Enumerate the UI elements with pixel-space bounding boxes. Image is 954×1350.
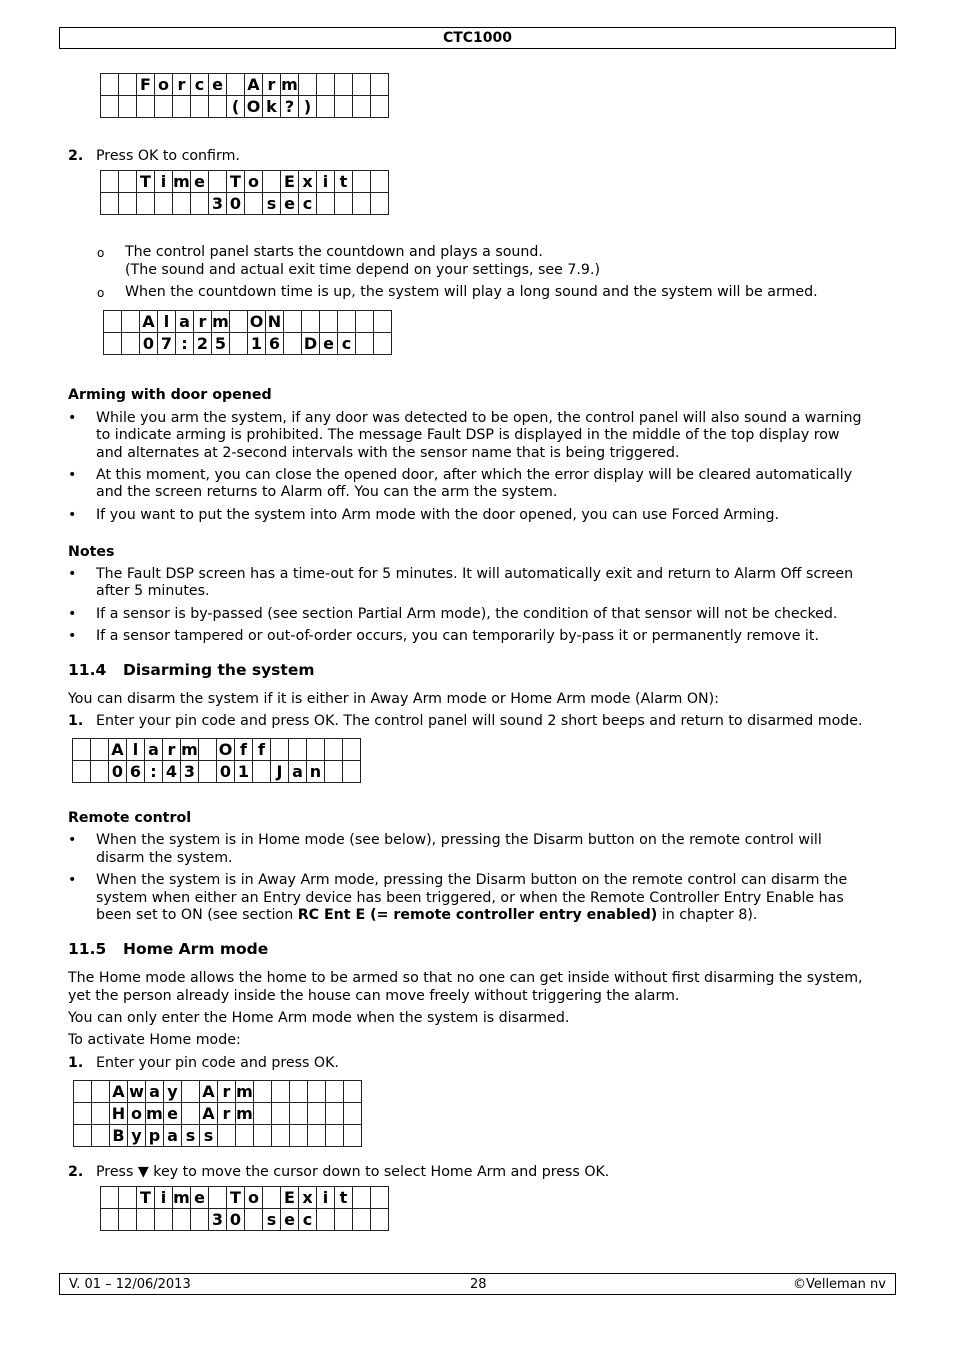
bullet-text: When the system is in Away Arm mode, pressing the Disarm button on the remote control can disarm the (96, 872, 848, 888)
lcd-cell (101, 1187, 119, 1209)
lcd-cell (236, 1125, 254, 1147)
lcd-cell (272, 1125, 290, 1147)
lcd-cell (119, 171, 137, 193)
lcd-cell: t (335, 1187, 353, 1209)
lcd-row (101, 1187, 389, 1209)
lcd-cell (227, 74, 245, 96)
lcd-cell (371, 171, 389, 193)
lcd-cell (209, 96, 227, 118)
bullet-text: to indicate arming is prohibited. The message Fault DSP is displayed in the middle of the top display row (96, 427, 840, 443)
lcd-cell (353, 193, 371, 215)
lcd-cell (371, 74, 389, 96)
lcd-cell (101, 1209, 119, 1231)
lcd-cell: i (155, 171, 173, 193)
lcd-cell: a (146, 1081, 164, 1103)
lcd-cell: c (191, 74, 209, 96)
lcd-cell: 2 (194, 333, 212, 355)
lcd-cell (218, 1125, 236, 1147)
lcd-cell: o (245, 1187, 263, 1209)
lcd-cell: 6 (127, 761, 145, 783)
lcd-cell (353, 96, 371, 118)
lcd-row (101, 193, 389, 215)
lcd-cell (92, 1081, 110, 1103)
lcd-cell (353, 1187, 371, 1209)
lcd-cell (353, 171, 371, 193)
lcd-cell: r (173, 74, 191, 96)
lcd-cell: ) (299, 96, 317, 118)
lcd-cell (245, 193, 263, 215)
bullet: • (68, 410, 77, 426)
lcd-cell (320, 311, 338, 333)
lcd-cell (317, 74, 335, 96)
bullet-text: When the system is in Home mode (see below), pressing the Disarm button on the remote control will (96, 832, 822, 848)
lcd-cell: A (200, 1081, 218, 1103)
lcd-cell: r (194, 311, 212, 333)
lcd-cell: B (110, 1125, 128, 1147)
lcd-cell: m (173, 172, 190, 191)
lcd-cell: k (263, 96, 281, 118)
lcd-cell: s (200, 1125, 218, 1147)
lcd-cell: e (320, 333, 338, 355)
lcd-cell: ? (281, 96, 299, 118)
lcd-row (74, 1103, 362, 1125)
bullet-text: The Fault DSP screen has a time-out for 5 minutes. It will automatically exit and return to Alarm Off screen (96, 566, 854, 582)
lcd-row (101, 1209, 389, 1231)
section-number: 11.5 (68, 940, 107, 958)
lcd-cell: t (335, 171, 353, 193)
sub-bullet: o (97, 246, 105, 260)
lcd-row (104, 311, 392, 333)
lcd-cell: r (163, 739, 181, 761)
bullet: • (68, 628, 77, 644)
lcd-cell (326, 1125, 344, 1147)
lcd-cell: : (145, 761, 163, 783)
section-title-11-4 (68, 662, 314, 680)
lcd-cell (284, 311, 302, 333)
lcd-cell: A (245, 74, 263, 96)
lcd-cell: A (110, 1081, 128, 1103)
lcd-display-force-arm (100, 73, 389, 118)
lcd-cell (137, 96, 155, 118)
lcd-cell (272, 1081, 290, 1103)
page-header (59, 27, 896, 49)
section-title-11-5 (68, 941, 268, 959)
text-run: in chapter 8). (657, 907, 758, 923)
lcd-cell (199, 739, 217, 761)
lcd-cell: 4 (163, 761, 181, 783)
lcd-row (104, 333, 392, 355)
sub-item-text: The control panel starts the countdown and plays a sound. (125, 244, 543, 260)
lcd-cell (137, 193, 155, 215)
lcd-cell (73, 739, 91, 761)
bullet-text: If you want to put the system into Arm mode with the door opened, you can use Forced Arming. (96, 507, 780, 523)
lcd-cell: c (299, 193, 317, 215)
lcd-cell (119, 1187, 137, 1209)
lcd-cell: T (137, 1187, 155, 1209)
lcd-cell: 0 (217, 761, 235, 783)
lcd-cell: T (227, 171, 245, 193)
lcd-cell: A (109, 739, 127, 761)
lcd-cell (254, 1103, 272, 1125)
lcd-cell (356, 311, 374, 333)
bullet: • (68, 872, 77, 888)
lcd-cell (92, 1103, 110, 1125)
bullet-text: disarm the system. (96, 850, 233, 866)
step-text: Enter your pin code and press OK. (96, 1055, 339, 1071)
lcd-cell (290, 1125, 308, 1147)
lcd-cell (73, 761, 91, 783)
lcd-cell (371, 193, 389, 215)
lcd-cell: x (299, 171, 317, 193)
section-title-text: Disarming the system (123, 661, 315, 679)
lcd-cell (290, 1081, 308, 1103)
lcd-cell (343, 739, 361, 761)
lcd-cell (199, 761, 217, 783)
lcd-cell: f (253, 739, 271, 761)
lcd-cell: s (263, 1209, 281, 1231)
lcd-cell (317, 193, 335, 215)
lcd-cell (253, 761, 271, 783)
step-text: Enter your pin code and press OK. The control panel will sound 2 short beeps and return to disarmed mode. (96, 713, 863, 729)
lcd-row (74, 1125, 362, 1147)
lcd-cell (119, 96, 137, 118)
lcd-cell: e (191, 171, 209, 193)
lcd-cell (338, 311, 356, 333)
paragraph: The Home mode allows the home to be armed so that no one can get inside without first disarming the system, (68, 970, 863, 986)
lcd-cell (209, 171, 227, 193)
lcd-cell (191, 96, 209, 118)
lcd-cell (344, 1081, 362, 1103)
lcd-cell (272, 1103, 290, 1125)
step-number: 2. (68, 1164, 84, 1180)
lcd-cell: e (191, 1187, 209, 1209)
lcd-cell (92, 1125, 110, 1147)
lcd-cell: 7 (158, 333, 176, 355)
lcd-cell: e (209, 74, 227, 96)
lcd-row (101, 74, 389, 96)
lcd-cell: 1 (248, 333, 266, 355)
lcd-cell (307, 739, 325, 761)
lcd-cell (74, 1103, 92, 1125)
bullet: • (68, 467, 77, 483)
lcd-row (73, 761, 361, 783)
lcd-cell (101, 74, 119, 96)
lcd-cell (191, 193, 209, 215)
lcd-cell (182, 1103, 200, 1125)
lcd-cell: c (299, 1209, 317, 1231)
lcd-row (73, 739, 361, 761)
lcd-cell: x (299, 1187, 317, 1209)
bullet-text: and the screen returns to Alarm off. You can the arm the system. (96, 484, 558, 500)
document-title: CTC1000 (442, 30, 513, 46)
lcd-cell (344, 1125, 362, 1147)
lcd-display-alarm-on (103, 310, 392, 355)
text-run: been set to ON (see section (96, 907, 298, 923)
lcd-cell: 1 (235, 761, 253, 783)
bullet-text: and alternates at 2-second intervals with the sensor name that is being triggered. (96, 445, 680, 461)
lcd-cell: m (212, 312, 229, 331)
lcd-row (101, 171, 389, 193)
lcd-cell (119, 193, 137, 215)
lcd-cell: A (140, 311, 158, 333)
lcd-cell (245, 1209, 263, 1231)
section-heading: Remote control (68, 810, 192, 826)
paragraph: yet the person already inside the house can move freely without triggering the alarm. (68, 988, 680, 1004)
lcd-cell: 3 (181, 761, 199, 783)
lcd-cell (182, 1081, 200, 1103)
bullet-text: after 5 minutes. (96, 583, 210, 599)
lcd-cell (374, 311, 392, 333)
bullet: • (68, 832, 77, 848)
bold-reference: RC Ent E (= remote controller entry enabled) (297, 907, 658, 923)
lcd-cell (263, 171, 281, 193)
lcd-cell (290, 1103, 308, 1125)
lcd-cell: J (271, 761, 289, 783)
section-heading: Notes (68, 544, 115, 560)
lcd-cell: a (289, 761, 307, 783)
step-text: Press OK to confirm. (96, 148, 240, 164)
step-text: Press ▼ key to move the cursor down to select Home Arm and press OK. (96, 1164, 610, 1180)
step-number: 2. (68, 148, 84, 164)
lcd-cell: : (176, 333, 194, 355)
lcd-cell: A (200, 1103, 218, 1125)
lcd-cell (137, 1209, 155, 1231)
lcd-cell (326, 1103, 344, 1125)
lcd-cell: E (281, 171, 299, 193)
footer-copyright: ©Velleman nv (792, 1277, 886, 1292)
lcd-cell (122, 311, 140, 333)
lcd-cell (371, 96, 389, 118)
lcd-cell: T (227, 1187, 245, 1209)
lcd-cell: n (307, 761, 325, 783)
lcd-cell: e (281, 193, 299, 215)
lcd-cell (343, 761, 361, 783)
lcd-cell: 3 (209, 193, 227, 215)
bullet: • (68, 566, 77, 582)
bullet: • (68, 606, 77, 622)
lcd-cell (335, 1209, 353, 1231)
lcd-cell (104, 311, 122, 333)
step-number: 1. (68, 713, 84, 729)
lcd-cell (353, 1209, 371, 1231)
lcd-cell: r (218, 1103, 236, 1125)
bullet-text: While you arm the system, if any door was detected to be open, the control panel will also sound a warning (96, 410, 862, 426)
lcd-cell (173, 96, 191, 118)
lcd-cell: l (127, 739, 145, 761)
paragraph: You can disarm the system if it is either in Away Arm mode or Home Arm mode (Alarm ON): (68, 691, 719, 707)
lcd-cell: 0 (109, 761, 127, 783)
lcd-cell: 0 (227, 1209, 245, 1231)
page-number: 28 (470, 1277, 487, 1292)
lcd-cell (317, 96, 335, 118)
lcd-cell: f (235, 739, 253, 761)
lcd-cell: m (146, 1104, 163, 1123)
lcd-cell (317, 1209, 335, 1231)
lcd-cell: m (281, 75, 298, 94)
lcd-cell (209, 1187, 227, 1209)
lcd-cell: 5 (212, 333, 230, 355)
lcd-cell: H (110, 1103, 128, 1125)
section-heading: Arming with door opened (68, 387, 272, 403)
lcd-cell: c (338, 333, 356, 355)
lcd-cell (308, 1103, 326, 1125)
lcd-cell (104, 333, 122, 355)
lcd-cell (119, 1209, 137, 1231)
lcd-cell (325, 739, 343, 761)
lcd-cell: e (164, 1103, 182, 1125)
lcd-cell (119, 74, 137, 96)
lcd-cell: w (129, 1082, 144, 1101)
lcd-cell (308, 1081, 326, 1103)
section-number: 11.4 (68, 661, 107, 679)
lcd-cell: s (182, 1125, 200, 1147)
lcd-cell (230, 333, 248, 355)
lcd-cell: m (236, 1082, 253, 1101)
lcd-cell (326, 1081, 344, 1103)
lcd-cell (371, 1187, 389, 1209)
lcd-cell: y (164, 1081, 182, 1103)
lcd-cell (308, 1125, 326, 1147)
lcd-cell: O (217, 739, 235, 761)
lcd-cell: p (146, 1125, 164, 1147)
lcd-cell: F (137, 74, 155, 96)
lcd-cell: a (176, 311, 194, 333)
lcd-cell (335, 193, 353, 215)
lcd-cell: m (236, 1104, 253, 1123)
lcd-cell (122, 333, 140, 355)
lcd-cell (173, 1209, 191, 1231)
bullet-text: At this moment, you can close the opened door, after which the error display will be cleared automatically (96, 467, 853, 483)
lcd-row (74, 1081, 362, 1103)
lcd-cell: D (302, 333, 320, 355)
paragraph: To activate Home mode: (68, 1032, 241, 1048)
footer-version: V. 01 – 12/06/2013 (69, 1277, 191, 1292)
lcd-cell: ( (227, 96, 245, 118)
lcd-cell: O (248, 311, 266, 333)
lcd-cell (74, 1125, 92, 1147)
lcd-cell: 6 (266, 333, 284, 355)
lcd-cell: l (158, 311, 176, 333)
bullet: • (68, 507, 77, 523)
lcd-cell: i (317, 171, 335, 193)
lcd-cell (74, 1081, 92, 1103)
lcd-cell (254, 1125, 272, 1147)
bullet-text: If a sensor is by-passed (see section Partial Arm mode), the condition of that sensor will not be checked. (96, 606, 838, 622)
lcd-cell: i (317, 1187, 335, 1209)
lcd-cell: o (128, 1103, 146, 1125)
lcd-cell (335, 74, 353, 96)
lcd-cell: s (263, 193, 281, 215)
lcd-cell (289, 739, 307, 761)
lcd-cell (91, 761, 109, 783)
lcd-cell (173, 193, 191, 215)
lcd-cell (101, 193, 119, 215)
lcd-cell: 0 (227, 193, 245, 215)
lcd-cell (325, 761, 343, 783)
lcd-cell (101, 96, 119, 118)
lcd-cell (254, 1081, 272, 1103)
lcd-cell (155, 96, 173, 118)
lcd-cell (374, 333, 392, 355)
lcd-cell: r (263, 74, 281, 96)
lcd-cell (155, 193, 173, 215)
lcd-cell (263, 1187, 281, 1209)
lcd-cell: N (266, 311, 284, 333)
lcd-cell (101, 171, 119, 193)
lcd-cell: o (245, 171, 263, 193)
lcd-cell (91, 739, 109, 761)
lcd-cell: O (245, 96, 263, 118)
paragraph: You can only enter the Home Arm mode when the system is disarmed. (68, 1010, 570, 1026)
bullet-text: If a sensor tampered or out-of-order occurs, you can temporarily by-pass it or permanently remove it. (96, 628, 819, 644)
lcd-cell: m (181, 740, 198, 759)
lcd-display-menu (73, 1080, 362, 1147)
lcd-cell: a (145, 739, 163, 761)
lcd-cell (271, 739, 289, 761)
sub-bullet: o (97, 286, 105, 300)
lcd-cell (191, 1209, 209, 1231)
lcd-cell (344, 1103, 362, 1125)
sub-item-text: When the countdown time is up, the system will play a long sound and the system will be armed. (125, 284, 818, 300)
lcd-cell (302, 311, 320, 333)
sub-item-text: (The sound and actual exit time depend on your settings, see 7.9.) (125, 262, 600, 278)
lcd-display-time-to-exit (100, 1186, 389, 1231)
lcd-display-time-to-exit (100, 170, 389, 215)
lcd-cell (356, 333, 374, 355)
lcd-cell (299, 74, 317, 96)
lcd-cell: 3 (209, 1209, 227, 1231)
lcd-cell: o (155, 74, 173, 96)
section-title-text: Home Arm mode (123, 940, 269, 958)
lcd-cell: 0 (140, 333, 158, 355)
step-number: 1. (68, 1055, 84, 1071)
page-footer (59, 1273, 896, 1295)
lcd-cell (284, 333, 302, 355)
lcd-row (101, 96, 389, 118)
lcd-cell (353, 74, 371, 96)
lcd-cell: m (173, 1188, 190, 1207)
lcd-cell: r (218, 1081, 236, 1103)
bullet-text (96, 907, 896, 925)
lcd-cell (230, 311, 248, 333)
lcd-cell: a (164, 1125, 182, 1147)
lcd-cell: T (137, 171, 155, 193)
lcd-cell: e (281, 1209, 299, 1231)
lcd-cell: y (128, 1125, 146, 1147)
lcd-cell (335, 96, 353, 118)
lcd-cell: i (155, 1187, 173, 1209)
bullet-text: system when either an Entry device has been triggered, or when the Remote Controller Entry Enable has (96, 890, 844, 906)
lcd-cell (371, 1209, 389, 1231)
lcd-cell (155, 1209, 173, 1231)
lcd-cell: E (281, 1187, 299, 1209)
lcd-display-alarm-off (72, 738, 361, 783)
